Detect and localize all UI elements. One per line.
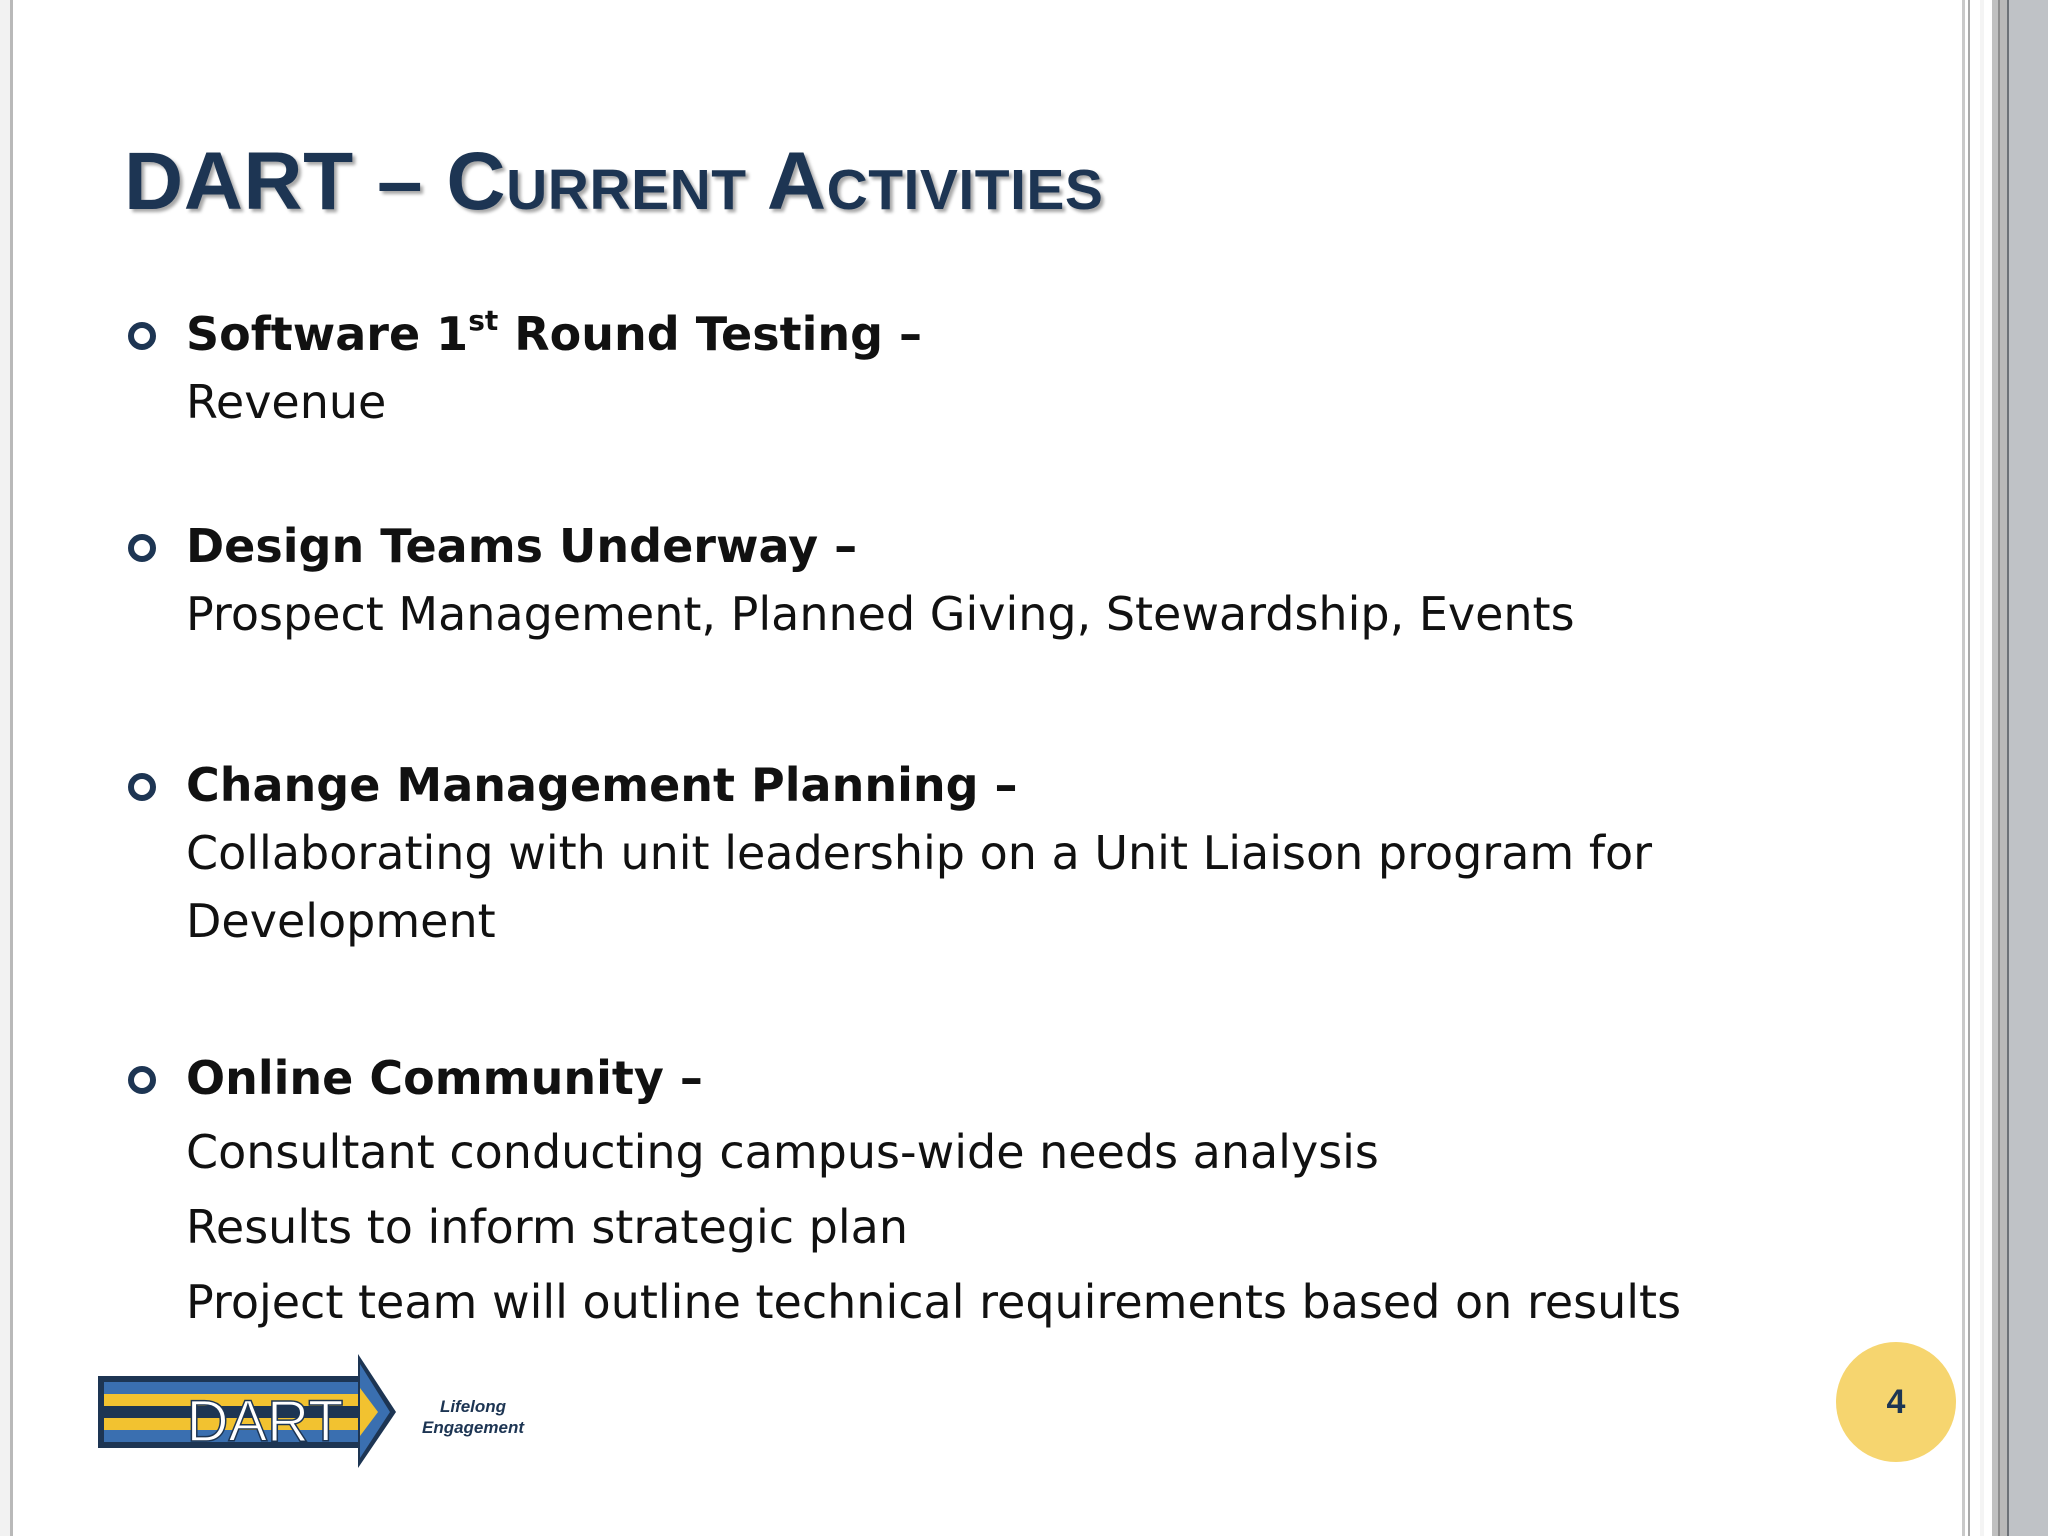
slide-left-border [0, 0, 22, 1536]
slide-right-frame [1956, 0, 2048, 1536]
bullet-text: Project team will outline technical requirements based on results [186, 1275, 1682, 1329]
bullet-text: Revenue [186, 375, 387, 429]
bullet-text: Prospect Management, Planned Giving, Stewardship, Events [186, 587, 1575, 641]
bullet-heading: Software 1st Round Testing – [186, 304, 923, 361]
bullet-circle-icon [128, 534, 156, 562]
bullet-text: Development [186, 894, 496, 948]
slide-title: DART – Current Activities [124, 136, 1104, 227]
bullet-text: Collaborating with unit leadership on a Unit Liaison program for [186, 826, 1653, 880]
bullet-circle-icon [128, 322, 156, 350]
bullet-heading: Online Community – [186, 1051, 703, 1105]
bullet-text: Consultant conducting campus-wide needs analysis [186, 1125, 1379, 1179]
bullet-circle-icon [128, 1066, 156, 1094]
page-number-badge: 4 [1836, 1342, 1956, 1462]
bullet-text: Results to inform strategic plan [186, 1200, 908, 1254]
bullet-circle-icon [128, 773, 156, 801]
logo-wordmark: DART [186, 1389, 344, 1454]
dart-logo [98, 1354, 538, 1468]
bullet-heading: Design Teams Underway – [186, 519, 858, 573]
bullet-heading: Change Management Planning – [186, 758, 1018, 812]
logo-tagline: Lifelong Engagement [421, 1397, 525, 1437]
